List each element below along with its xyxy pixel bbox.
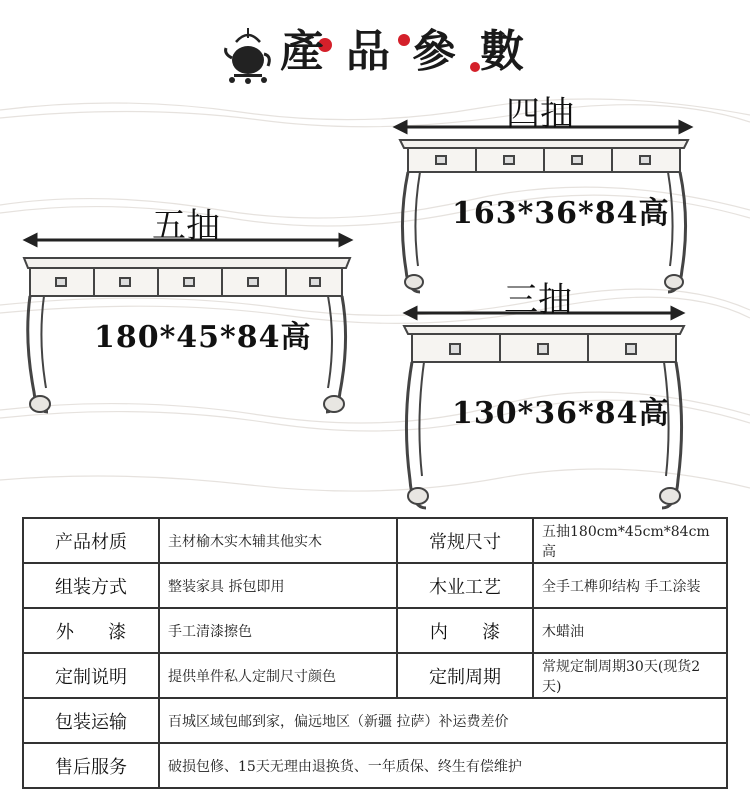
spec-value: 整装家具 拆包即用 (159, 563, 397, 608)
three-drawer-label: 三抽 (504, 280, 572, 320)
spec-label: 定制周期 (397, 653, 533, 698)
spec-table (22, 517, 728, 789)
title-char: 品 (346, 26, 390, 77)
spec-label: 内 漆 (397, 608, 533, 653)
spec-value: 百城区域包邮到家，偏远地区（新疆 拉萨）补运费差价 (159, 698, 727, 743)
spec-value: 主材榆木实木辅其他实木 (159, 518, 397, 563)
table-row (23, 563, 727, 608)
spec-label: 包装运输 (23, 698, 159, 743)
spec-label: 定制说明 (23, 653, 159, 698)
table-row (23, 698, 727, 743)
five-drawer-dimensions: 180*45*84高 (94, 320, 312, 355)
table-row (23, 608, 727, 653)
title-char: 數 (480, 26, 524, 77)
spec-value: 木蜡油 (533, 608, 727, 653)
four-drawer-dimensions: 163*36*84高 (452, 196, 670, 231)
spec-value: 提供单件私人定制尺寸颜色 (159, 653, 397, 698)
spec-label: 木业工艺 (397, 563, 533, 608)
spec-value: 全手工榫卯结构 手工涂装 (533, 563, 727, 608)
spec-value: 五抽180cm*45cm*84cm高 (533, 518, 727, 563)
title-char: 參 (412, 26, 456, 77)
five-drawer-label: 五抽 (152, 206, 220, 246)
spec-value: 常规定制周期30天(现货2天) (533, 653, 727, 698)
table-row (23, 743, 727, 788)
table-row (23, 518, 727, 563)
spec-label: 外 漆 (23, 608, 159, 653)
table-row (23, 653, 727, 698)
spec-label: 产品材质 (23, 518, 159, 563)
three-drawer-dimensions: 130*36*84高 (452, 396, 670, 431)
spec-value: 破损包修、15天无理由退换货、一年质保、终生有偿维护 (159, 743, 727, 788)
spec-value: 手工清漆擦色 (159, 608, 397, 653)
spec-label: 售后服务 (23, 743, 159, 788)
title-char: 產 (280, 26, 324, 77)
spec-label: 常规尺寸 (397, 518, 533, 563)
four-drawer-label: 四抽 (506, 94, 574, 134)
spec-label: 组装方式 (23, 563, 159, 608)
